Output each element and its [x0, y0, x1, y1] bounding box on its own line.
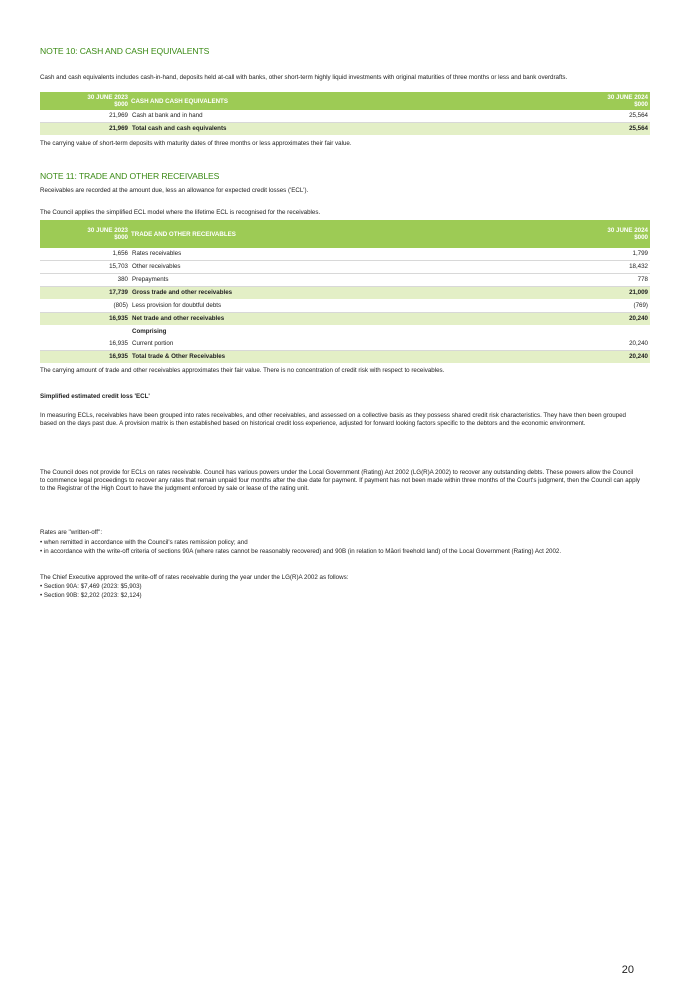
cash-table-header: [40, 92, 650, 110]
col-curr-unit: $000: [634, 234, 648, 242]
table-row-total: 21,969 Total cash and cash equivalents 25,564: [40, 123, 650, 136]
note10-title: NOTE 10: CASH AND CASH EQUIVALENTS: [40, 46, 210, 56]
table-row-subheading: Comprising: [132, 328, 167, 335]
col-prev-unit: $000: [114, 101, 128, 109]
table-row-total: 17,739 Gross trade and other receivables 21,009: [40, 287, 650, 300]
table-row: 21,969 Cash at bank and in hand 25,564: [40, 110, 650, 123]
receivables-table: [40, 220, 650, 364]
ce-intro: The Chief Executive approved the write-off of rates receivable during the year under the LG(R)A 2002 as follows:: [40, 574, 349, 581]
ce-bullet-1: • Section 90A: $7,469 (2023: $5,903): [40, 583, 142, 590]
note11-intro2: The Council applies the simplified ECL model where the lifetime ECL is recognised for the receivables.: [40, 209, 321, 216]
cash-table: [40, 92, 650, 136]
note11-intro1: Receivables are recorded at the amount due, less an allowance for expected credit losses ('ECL').: [40, 187, 309, 194]
table-row: 380 Prepayments 778: [40, 274, 650, 287]
page-number: 20: [621, 964, 634, 976]
note11-footnote: The carrying amount of trade and other receivables approximates their fair value. There is no concentration of credit risk with respect to receivables.: [40, 367, 445, 374]
col-prev-unit: $000: [114, 234, 128, 242]
ce-bullet-2: • Section 90B: $2,202 (2023: $2,124): [40, 592, 142, 599]
receivables-table-header: [40, 220, 650, 248]
note10-footnote: The carrying value of short-term deposits with maturity dates of three months or less approximates their fair value.: [40, 140, 352, 147]
ecl-paragraph: In measuring ECLs, receivables have been grouped into rates receivables, and other receivables, and assessed on a collective basis as they possess shared credit risk characteristics. They have then been grouped based on the days past due. A provision matrix is then established based on historical credit loss experience, adjusted for forward looking factors specific to the debtors and the economic environment.: [40, 412, 626, 428]
note11-title: NOTE 11: TRADE AND OTHER RECEIVABLES: [40, 171, 220, 181]
col-curr-unit: $000: [634, 101, 648, 109]
ecl-heading: Simplified estimated credit loss 'ECL': [40, 393, 150, 400]
col-label: CASH AND CASH EQUIVALENTS: [131, 98, 228, 105]
col-prev-year: 30 JUNE 2023: [87, 227, 128, 234]
written-off-bullet-2: • in accordance with the write-off criteria of sections 90A (where rates cannot be reasonably recovered) and 90B (in relation to Māori freehold land) of the Local Government (Rating) Act 2002.: [40, 548, 562, 555]
col-curr-year: 30 JUNE 2024: [607, 227, 648, 234]
col-curr-year: 30 JUNE 2024: [607, 94, 648, 101]
written-off-intro: Rates are ''written-off'':: [40, 529, 103, 536]
table-row: 1,656 Rates receivables 1,799: [40, 248, 650, 261]
table-row-total: 16,935 Total trade & Other Receivables 20,240: [40, 351, 650, 364]
table-row-total: 16,935 Net trade and other receivables 20,240: [40, 313, 650, 326]
note10-intro: Cash and cash equivalents includes cash-in-hand, deposits held at-call with banks, other short-term highly liquid investments with original maturities of three months or less and bank overdrafts.: [40, 74, 568, 81]
col-label: TRADE AND OTHER RECEIVABLES: [131, 231, 236, 238]
table-row: (805) Less provision for doubtful debts (769): [40, 300, 650, 313]
written-off-bullet-1: • when remitted in accordance with the Council's rates remission policy; and: [40, 539, 248, 546]
table-row: 15,703 Other receivables 18,432: [40, 261, 650, 274]
table-row: 16,935 Current portion 20,240: [40, 338, 650, 351]
col-prev-year: 30 JUNE 2023: [87, 94, 128, 101]
rates-paragraph: The Council does not provide for ECLs on rates receivable. Council has various powers under the Local Government (Rating) Act 2002 (LG(R)A 2002) to recover any outstanding debts. These powers allow the Council to commence legal proceedings to recover any rates that remain unpaid four months after the due date for payment. If payment has not been made within three months of the Court's judgment, then the Council can apply to the Registrar of the High Court to have the judgment enforced by sale or lease of the rating unit.: [40, 469, 640, 493]
